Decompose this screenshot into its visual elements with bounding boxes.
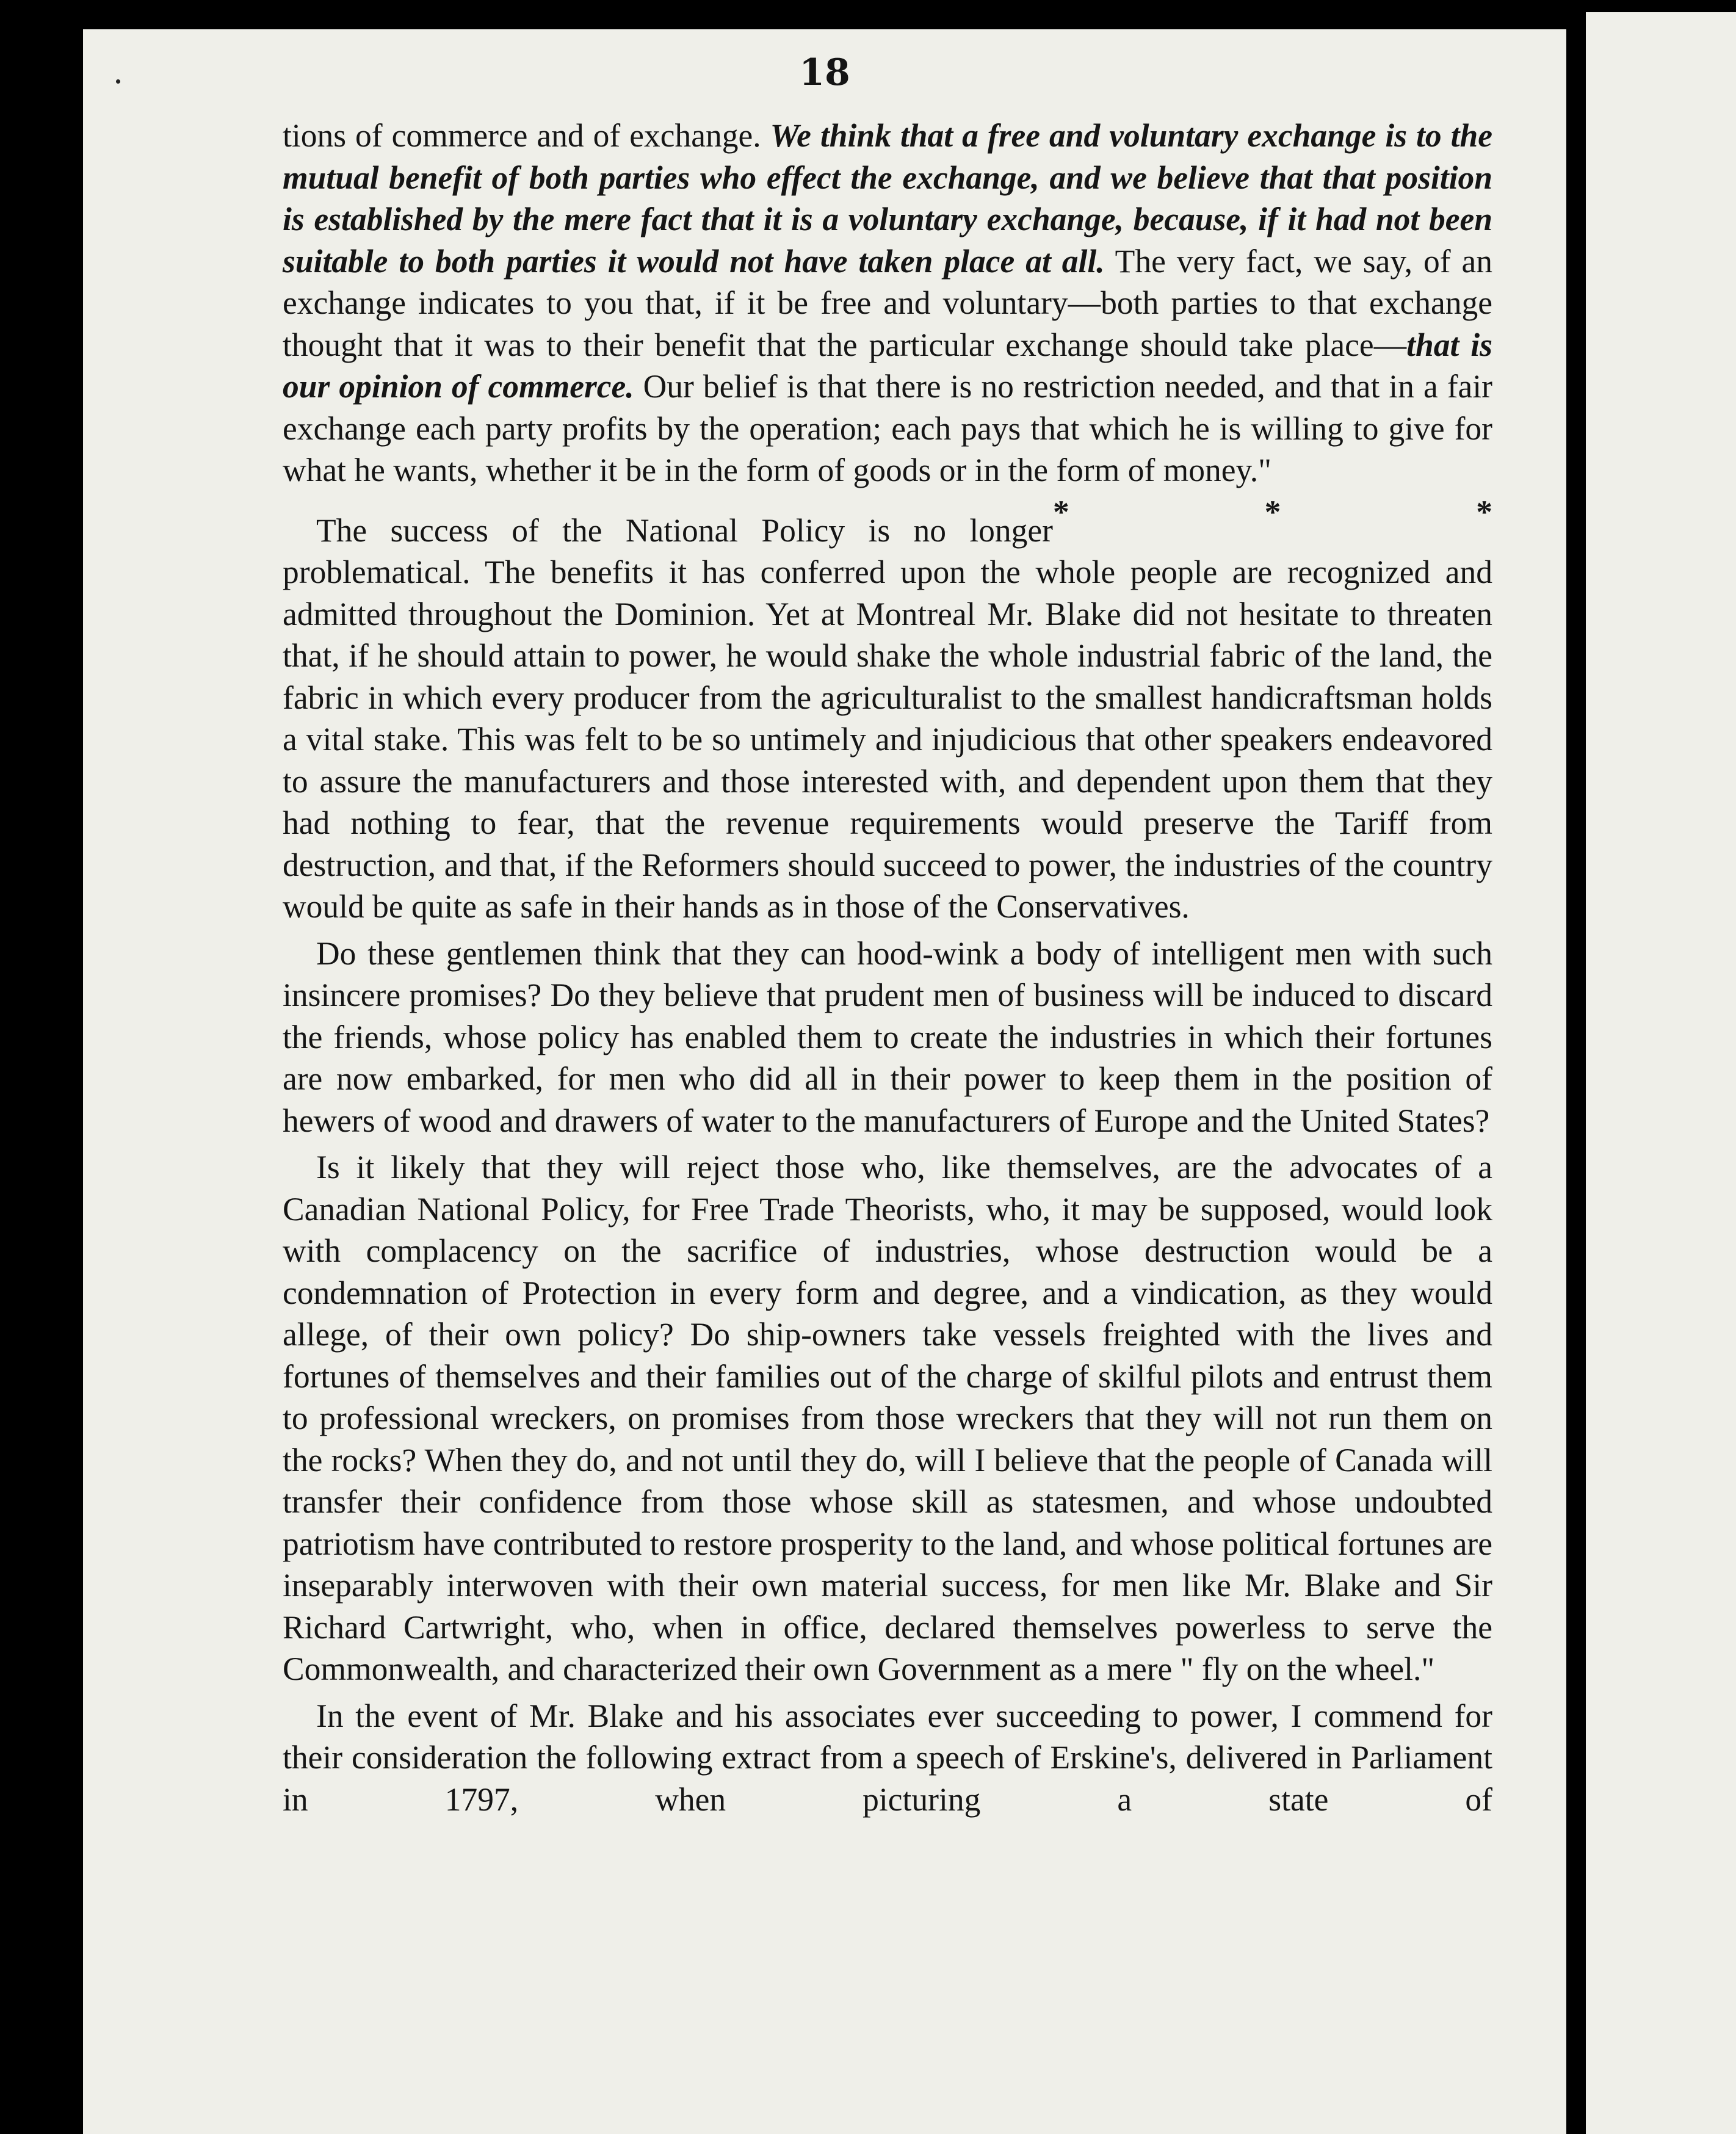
paragraph-hood-wink: Do these gentlemen think that they can hood-wink a body of intelligent men with such insincere promises? Do they believe that prudent men of business will be induced to discard the friends, whose policy has enabled them to create the industries in which their fortunes are now embarked, for men who did all in their power to keep them in the position of hewers of wood and drawers of water to the manufacturers of Europe and the United States? [283,935,1492,1139]
quote-text-end: Our belief is that there is no restriction needed, and that in a fair exchange each party profits by the operation; each pays that which he is willing to give for what he wants, whether it be in the form of goods or in the form of money." [283,368,1492,488]
quote-paragraph [283,115,1492,530]
quote-italic-passage: We think that a free and voluntary exchange is to the mutual benefit of both parties who effect the exchange, and we believe that that position is established by the mere fact that it is a voluntary exchange, because, if it had not been suitable to both parties it would not have taken place at all. [283,117,1492,280]
page-number: 18 [799,51,850,94]
paragraph-erskine: In the event of Mr. Blake and his associates ever succeeding to power, I commend for their consideration the following extract from a speech of Erskine's, delivered in Parliament in 1797, when picturing a state of [283,1697,1492,1818]
ellipsis-stars [1053,491,1492,534]
star: * [1264,493,1281,530]
document-page [83,29,1566,2134]
paragraph-national-policy: The success of the National Policy is no longer problematical. The benefits it has conferred upon the whole people are recognized and admitted throughout the Dominion. Yet at Montreal Mr. Blake did not hesitate to threaten that, if he should attain to power, he would shake the whole industrial fabric of the land, the fabric in which every producer from the agriculturalist to the smallest handicraftsman holds a vital stake. This was felt to be so untimely and injudicious that other speakers endeavored to assure the manufacturers and those interested with, and dependent upon them that they had nothing to fear, that the revenue requirements would preserve the Tariff from destruction, and that, if the Reformers should succeed to power, the industries of the country would be quite as safe in their hands as in those of the Conservatives. [283,512,1492,925]
body-text [283,115,1492,1820]
quote-italic-phrase: that is our opinion of commerce. [283,326,1492,405]
quote-text-middle: The very fact, we say, of an exchange indicates to you that, if it be free and voluntary—both parties to that exchange thought that it was to their benefit that the particular exchange should take place— [283,242,1492,363]
star: * [1053,493,1069,530]
paragraph-free-trade: Is it likely that they will reject those who, like themselves, are the advocates of a Canadian National Policy, for Free Trade Theorists, who, it may be supposed, would look with complacency on the sacrifice of industries, whose destruction would be a condemnation of Protection in every form and degree, and a vindication, as they would allege, of their own policy? Do ship-owners take vessels freighted with the lives and fortunes of themselves and their families out of the charge of skilful pilots and entrust them to professional wreckers, on promises from those wreckers that they will not run them on the rocks? When they do, and not until they do, will I believe that the people of Canada will transfer their confidence from those whose skill as statesmen, and whose undoubted patriotism have contributed to restore prosperity to the land, and whose political fortunes are inseparably interwoven with their own material success, for men like Mr. Blake and Sir Richard Cartwright, who, when in office, declared themselves powerless to serve the Commonwealth, and characterized their own Government as a mere " fly on the wheel." [283,1149,1492,1687]
quote-text-start: tions of commerce and of exchange. [283,117,770,154]
star: * [1476,493,1492,530]
adjacent-page-edge [1586,12,1736,2134]
